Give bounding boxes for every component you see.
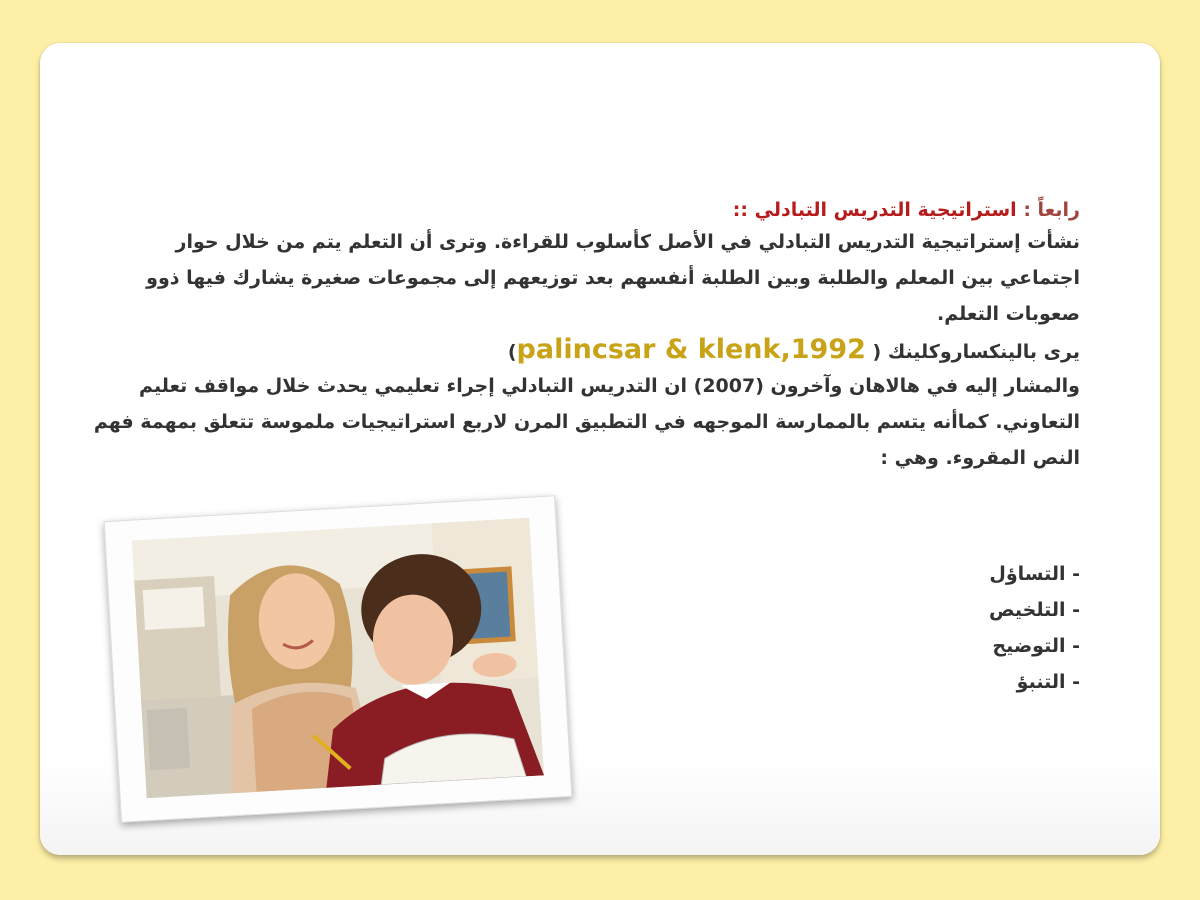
paragraph2-line-3: النص المقروء. وهي : [880,447,1080,469]
heading-title: استراتيجية التدريس التبادلي :: [732,199,1017,221]
heading-prefix: رابعاً : [1023,199,1080,221]
strategy-item: - التنبؤ [1016,671,1080,693]
citation-text: يرى بالينكساروكلينك ( [872,341,1080,363]
citation-line [180,332,1080,368]
strategy-item: - التلخيص [988,599,1080,621]
main-text [93,196,1080,476]
strategies-list [989,556,1080,700]
paragraph1-line-3: صعوبات التعلم. [937,303,1080,325]
paragraph1-line-1: نشأت إستراتيجية التدريس التبادلي في الأصل كأسلوب للقراءة. وترى أن التعلم يتم من خلال حوار [175,231,1080,253]
strategy-item: - التساؤل [989,563,1080,585]
photo-illustration [132,518,544,798]
teacher-student-photo [104,495,573,823]
citation-closing: ) [507,341,517,363]
paragraph2-line-1: والمشار إليه في هالاهان وآخرون (2007) ان التدريس التبادلي إجراء تعليمي يحدث خلال مواقف تعليم [139,375,1080,397]
paragraph2-line-2: التعاوني. كماأنه يتسم بالممارسة الموجهه في التطبيق المرن لاربع استراتيجيات ملموسة تتعلق بمهمة فهم [93,411,1080,433]
section-heading [180,196,1080,224]
citation-reference: palincsar & klenk,1992 [516,334,866,365]
paragraph1-line-2: اجتماعي بين المعلم والطلبة وبين الطلبة أنفسهم بعد توزيعهم إلى مجموعات صغيرة يشارك فيها ذوو [146,267,1080,289]
strategy-item: - التوضيح [992,635,1080,657]
